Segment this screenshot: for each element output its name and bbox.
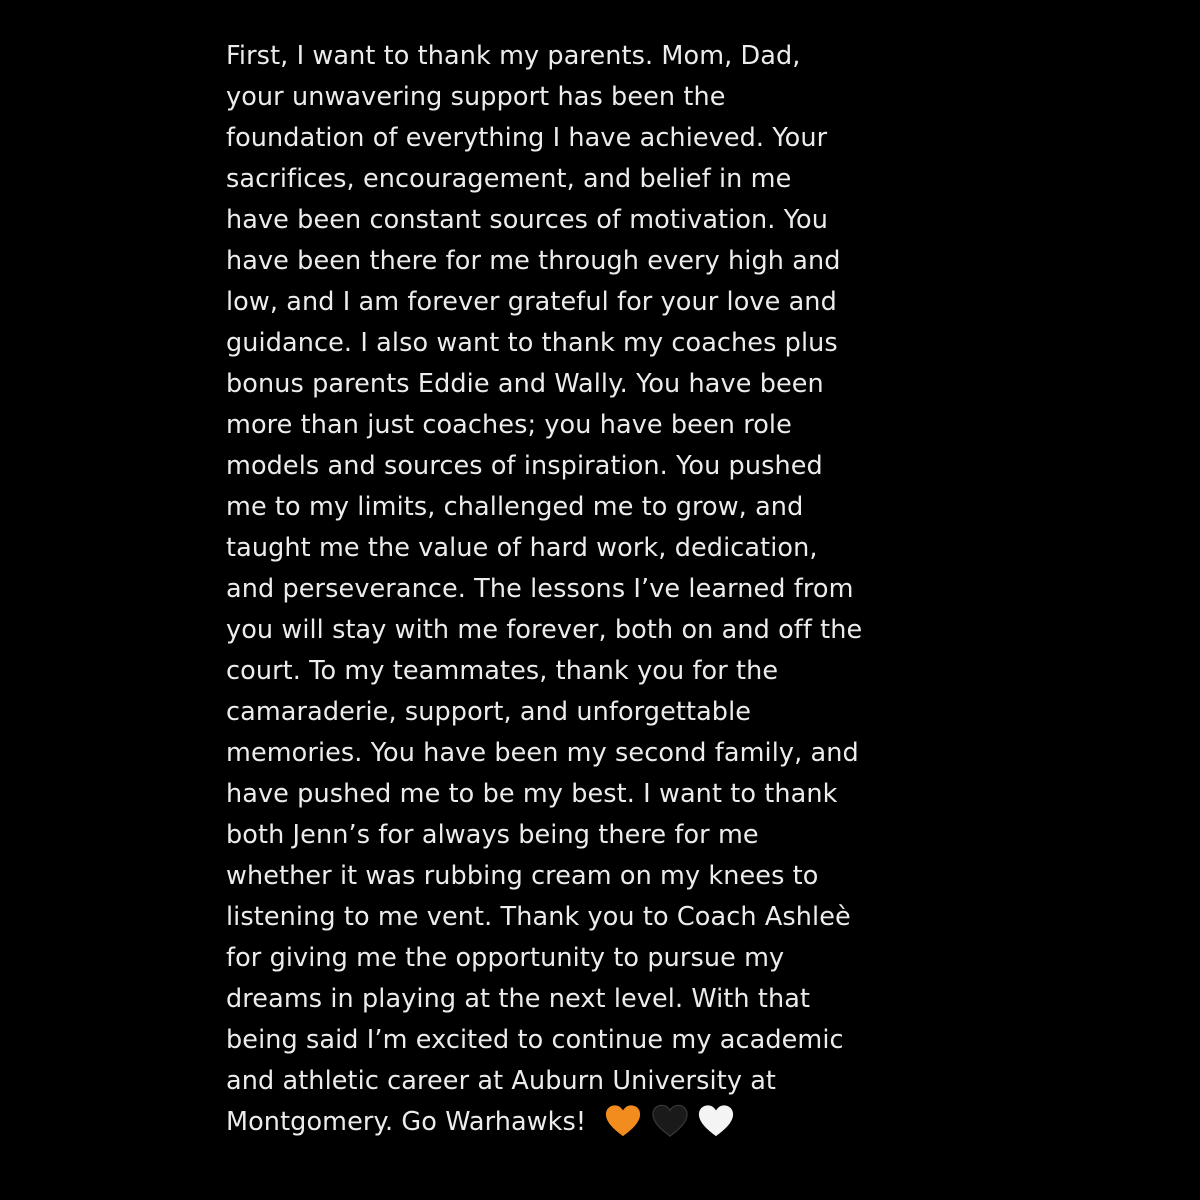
- message-line-13: taught me the value of hard work, dedication,: [226, 533, 818, 563]
- message-line-22: listening to me vent. Thank you to Coach Ashleè: [226, 902, 851, 932]
- message-closing-text: Montgomery. Go Warhawks!: [226, 1107, 587, 1137]
- message-line-24: dreams in playing at the next level. With that: [226, 984, 811, 1014]
- message-line-25: being said I’m excited to continue my academic: [226, 1025, 844, 1055]
- message-line-11: models and sources of inspiration. You pushed: [226, 451, 823, 481]
- heart-emoji-group: [604, 1103, 734, 1144]
- message-line-7: low, and I am forever grateful for your love and: [226, 287, 837, 317]
- message-line-21: whether it was rubbing cream on my knees to: [226, 861, 819, 891]
- message-line-27: [226, 1102, 986, 1143]
- message-line-5: have been constant sources of motivation. You: [226, 205, 828, 235]
- orange-heart-icon: [604, 1103, 642, 1139]
- message-line-19: have pushed me to be my best. I want to thank: [226, 779, 838, 809]
- message-line-12: me to my limits, challenged me to grow, and: [226, 492, 804, 522]
- message-line-15: you will stay with me forever, both on and off the: [226, 615, 863, 645]
- message-line-16: court. To my teammates, thank you for the: [226, 656, 779, 686]
- message-line-6: have been there for me through every high and: [226, 246, 841, 276]
- message-line-1: First, I want to thank my parents. Mom, Dad,: [226, 41, 801, 71]
- message-line-9: bonus parents Eddie and Wally. You have been: [226, 369, 824, 399]
- message-line-4: sacrifices, encouragement, and belief in me: [226, 164, 792, 194]
- message-line-10: more than just coaches; you have been role: [226, 410, 792, 440]
- white-heart-icon: [697, 1103, 735, 1139]
- black-heart-icon: [651, 1103, 689, 1139]
- message-line-26: and athletic career at Auburn University at: [226, 1066, 777, 1096]
- message-body: [226, 36, 986, 1143]
- message-line-18: memories. You have been my second family, and: [226, 738, 859, 768]
- message-line-8: guidance. I also want to thank my coaches plus: [226, 328, 838, 358]
- message-line-3: foundation of everything I have achieved. Your: [226, 123, 828, 153]
- message-line-14: and perseverance. The lessons I’ve learned from: [226, 574, 854, 604]
- message-line-23: for giving me the opportunity to pursue my: [226, 943, 785, 973]
- message-line-20: both Jenn’s for always being there for me: [226, 820, 759, 850]
- message-line-17: camaraderie, support, and unforgettable: [226, 697, 752, 727]
- message-line-2: your unwavering support has been the: [226, 82, 726, 112]
